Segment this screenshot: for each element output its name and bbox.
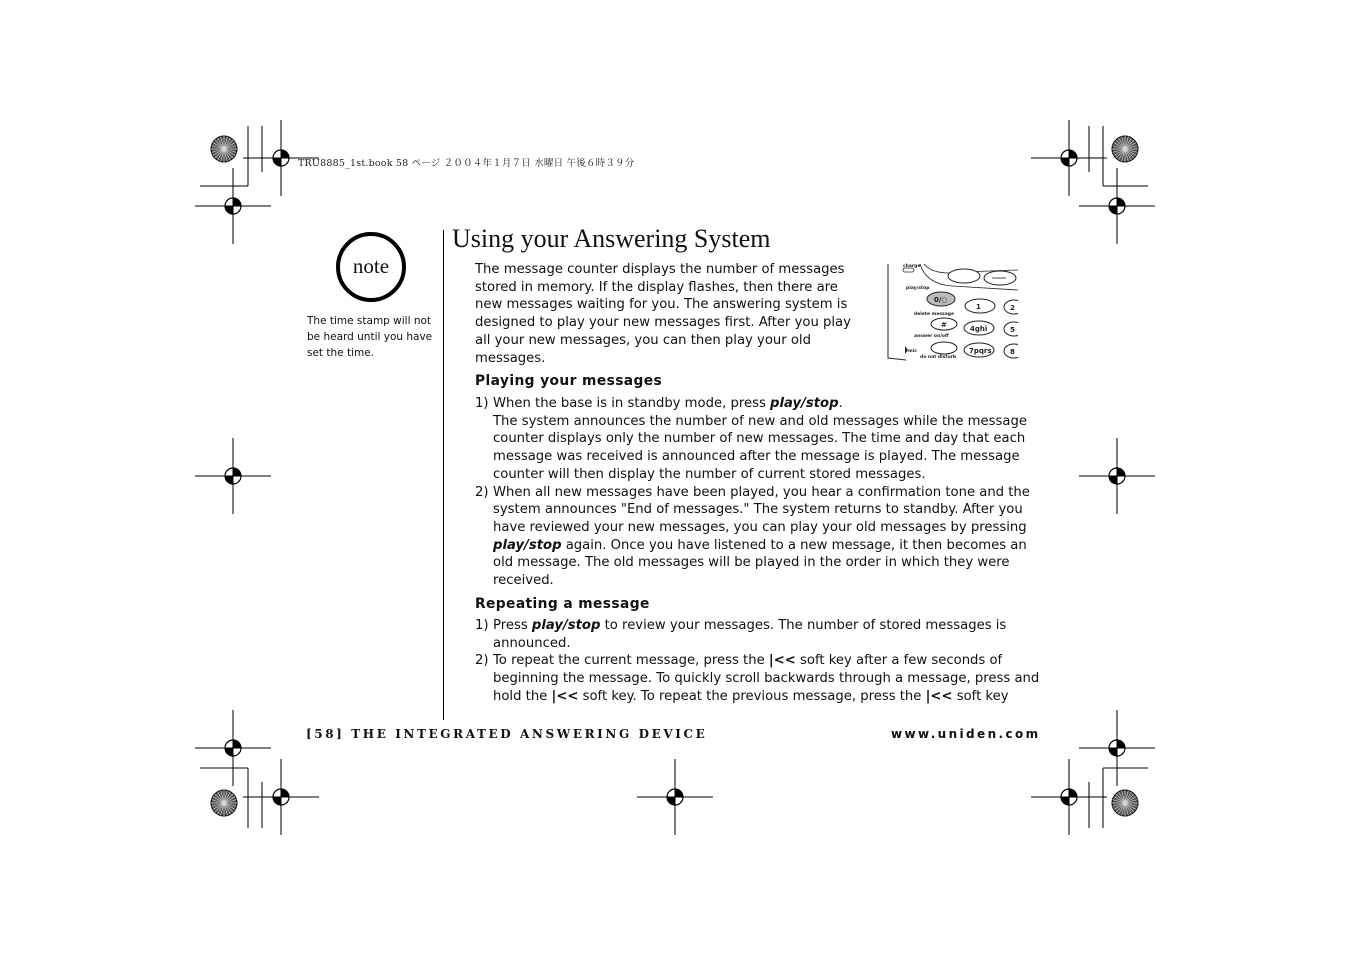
keypad-key-7-label: 7pqrs bbox=[969, 347, 992, 355]
list-item bbox=[475, 652, 1045, 705]
play-stop-keyword: play/stop bbox=[770, 396, 839, 411]
phone-label-answer-on-off: answer on/off bbox=[914, 334, 949, 339]
step-text: to review your messages. The number of stored messages is announced. bbox=[493, 618, 1007, 651]
phone-label-charge: charge bbox=[903, 264, 921, 269]
play-stop-keyword: play/stop bbox=[493, 537, 562, 553]
keypad-key-4-label: 4ghi bbox=[970, 325, 988, 333]
play-stop-key-glyph: 0/○ bbox=[934, 296, 948, 304]
playing-steps-list bbox=[475, 395, 1045, 590]
keypad-key-5-label: 5 bbox=[1010, 326, 1015, 334]
footer-page-section: [58] THE INTEGRATED ANSWERING DEVICE bbox=[306, 727, 708, 741]
note-text: The time stamp will not be heard until you have set the time. bbox=[307, 315, 433, 359]
step-text: soft key after a few seconds of beginning the message. To quickly scroll backwards through a message, press and hold the bbox=[493, 653, 1040, 704]
phone-keypad-illustration bbox=[886, 262, 1018, 362]
keypad-key-8-label: 8 bbox=[1010, 348, 1015, 356]
step-number: 2) bbox=[475, 484, 489, 500]
delete-key-glyph: # bbox=[941, 321, 947, 329]
footer-website: www.uniden.com bbox=[891, 727, 1041, 741]
play-stop-keyword: play/stop bbox=[531, 618, 601, 633]
column-divider bbox=[443, 230, 444, 720]
step-text: To repeat the current message, press the bbox=[493, 653, 769, 669]
step-detail: The system announces the number of new and old messages while the message counter displays only the number of new messages. The time and day that each message was received is announced after the message is played. The message counter will then display the number of current stored messages. bbox=[493, 413, 1027, 482]
step-number: 2) bbox=[475, 653, 489, 669]
list-item bbox=[475, 484, 1045, 590]
step-text: . bbox=[838, 396, 843, 411]
print-header-stamp: TRU8885_1st.book 58 ページ ２００４年１月７日 水曜日 午後６時３９分 bbox=[298, 158, 635, 169]
step-text: soft key. To repeat the previous message, press the bbox=[578, 688, 926, 704]
list-item bbox=[475, 617, 1045, 652]
phone-label-play-stop: play/stop bbox=[906, 286, 930, 291]
soft-key-back: |<< bbox=[768, 653, 796, 669]
step-number: 1) bbox=[475, 396, 489, 411]
phone-top-key-1 bbox=[948, 269, 980, 283]
intro-paragraph: The message counter displays the number of messages stored in memory. If the display flashes, then there are new messages waiting for you. The answering system is designed to play your new messages first. After you play all your new messages, you can then play your old messages. bbox=[475, 262, 851, 366]
step-text: When all new messages have been played, you hear a confirmation tone and the system announces "End of messages." The system returns to standby. After you have reviewed your new messages, you can play your old messages by pressing bbox=[493, 484, 1030, 535]
step-text: When the base is in standby mode, press bbox=[493, 396, 771, 411]
soft-key-back: |<< bbox=[925, 688, 953, 704]
step-text: again. Once you have listened to a new message, it then becomes an old message. The old messages will be played in the order in which they were received. bbox=[493, 537, 1027, 589]
section-heading-repeating: Repeating a message bbox=[475, 596, 650, 612]
keypad-key-1-label: 1 bbox=[976, 303, 981, 311]
answer-key-icon bbox=[931, 342, 957, 354]
step-text: soft key bbox=[952, 688, 1009, 704]
soft-key-back: |<< bbox=[551, 688, 579, 704]
list-item bbox=[475, 395, 1045, 484]
phone-label-delete-message: delete message bbox=[914, 312, 955, 317]
keypad-key-2-label: 2 bbox=[1010, 304, 1015, 312]
phone-label-mic: mic bbox=[908, 349, 917, 354]
step-number: 1) bbox=[475, 618, 489, 633]
phone-label-do-not-disturb: do not disturb bbox=[920, 355, 957, 360]
page-title: Using your Answering System bbox=[452, 224, 771, 253]
section-heading-playing: Playing your messages bbox=[475, 373, 663, 389]
repeating-steps-list bbox=[475, 617, 1045, 706]
note-label: note bbox=[352, 254, 390, 278]
step-text: Press bbox=[493, 618, 532, 633]
phone-body-outline bbox=[888, 264, 906, 360]
